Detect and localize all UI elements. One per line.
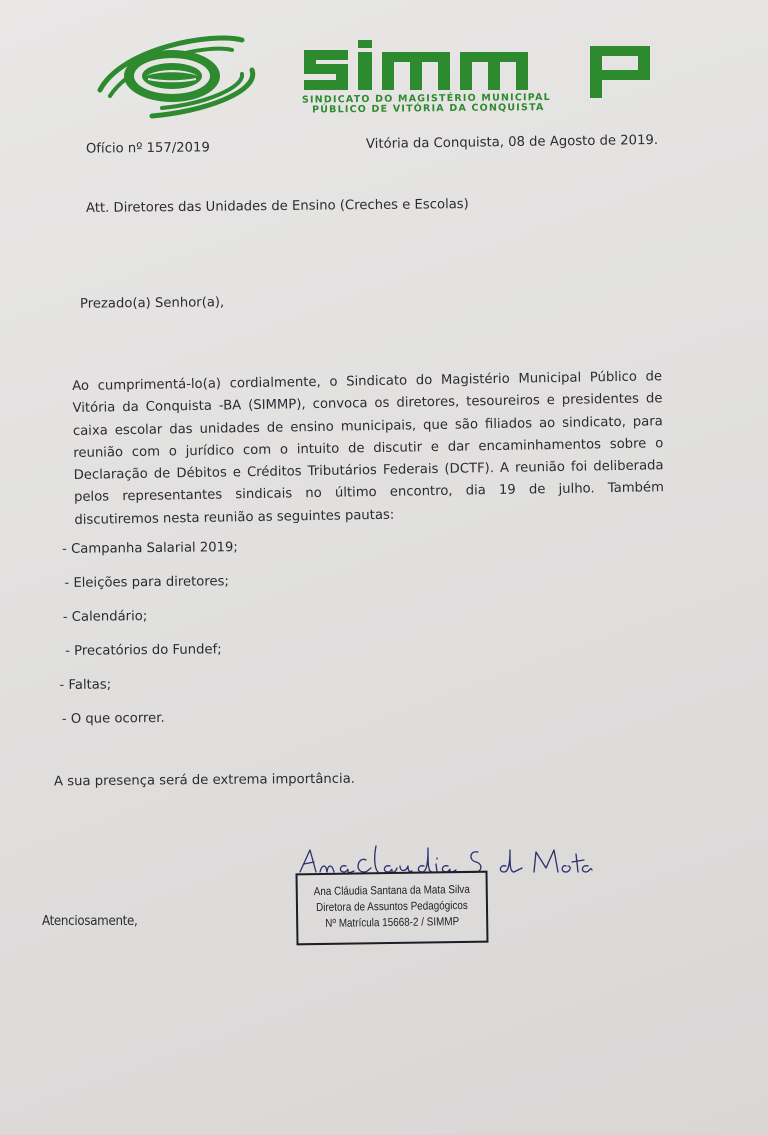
body-line: Ao cumprimentá-lo(a) cordialmente, o Sindicato do Magistério Municipal Público de [72,369,663,394]
agenda-item: - Eleições para diretores; [64,574,229,591]
agenda-item: - Calendário; [62,609,148,625]
simmp-emblem-logo [92,30,262,122]
body-line: discutiremos nesta reunião as seguintes pautas: [74,507,395,528]
recipient-line: Att. Diretores das Unidades de Ensino (Creches e Escolas) [85,196,469,217]
body-line: caixa escolar das unidades de ensino municipais, que são filiados ao sindicato, para [72,413,663,439]
body-line: reunião com o jurídico com o intuito de discutir e dar encaminhamentos sobre o [73,436,664,461]
letterhead-subtitle-line2: PÚBLICO DE VITÓRIA DA CONQUISTA [311,102,545,116]
letterhead-subtitle-line1: SINDICATO DO MAGISTÉRIO MUNICIPAL [301,91,551,106]
body-line: Vitória da Conquista -BA (SIMMP), convoca os diretores, tesoureiros e presidentes de [72,391,663,417]
body-line: pelos representantes sindicais no último encontro, dia 19 de julho. Também [73,480,665,506]
agenda-list [58,538,240,744]
agenda-item: - Faltas; [59,677,112,693]
body-line: Declaração de Débitos e Créditos Tributários Federais (DCTF). A reunião foi deliberada [73,458,664,484]
letterhead-subtitle [302,92,602,115]
agenda-item: - O que ocorrer. [61,710,165,727]
stamp-registration: Nº Matrícula 15668-2 / SIMMP [325,916,460,930]
body-paragraph [72,366,665,532]
oficio-number: Ofício nº 157/2019 [85,140,210,157]
closing-line: A sua presença será de extrema importância. [53,771,356,790]
signature-stamp [296,871,489,946]
stamp-name: Ana Cláudia Santana da Mata Silva [313,883,470,899]
agenda-item: - Precatórios do Fundef; [65,642,222,659]
stamp-role: Diretora de Assuntos Pedagógicos [316,899,468,915]
sign-off: Atenciosamente, [42,914,138,929]
agenda-item: - Campanha Salarial 2019; [62,540,238,557]
simmp-wordmark [300,40,660,98]
greeting: Prezado(a) Senhor(a), [79,295,225,312]
letter-date: Vitória da Conquista, 08 de Agosto de 2019. [365,132,659,153]
